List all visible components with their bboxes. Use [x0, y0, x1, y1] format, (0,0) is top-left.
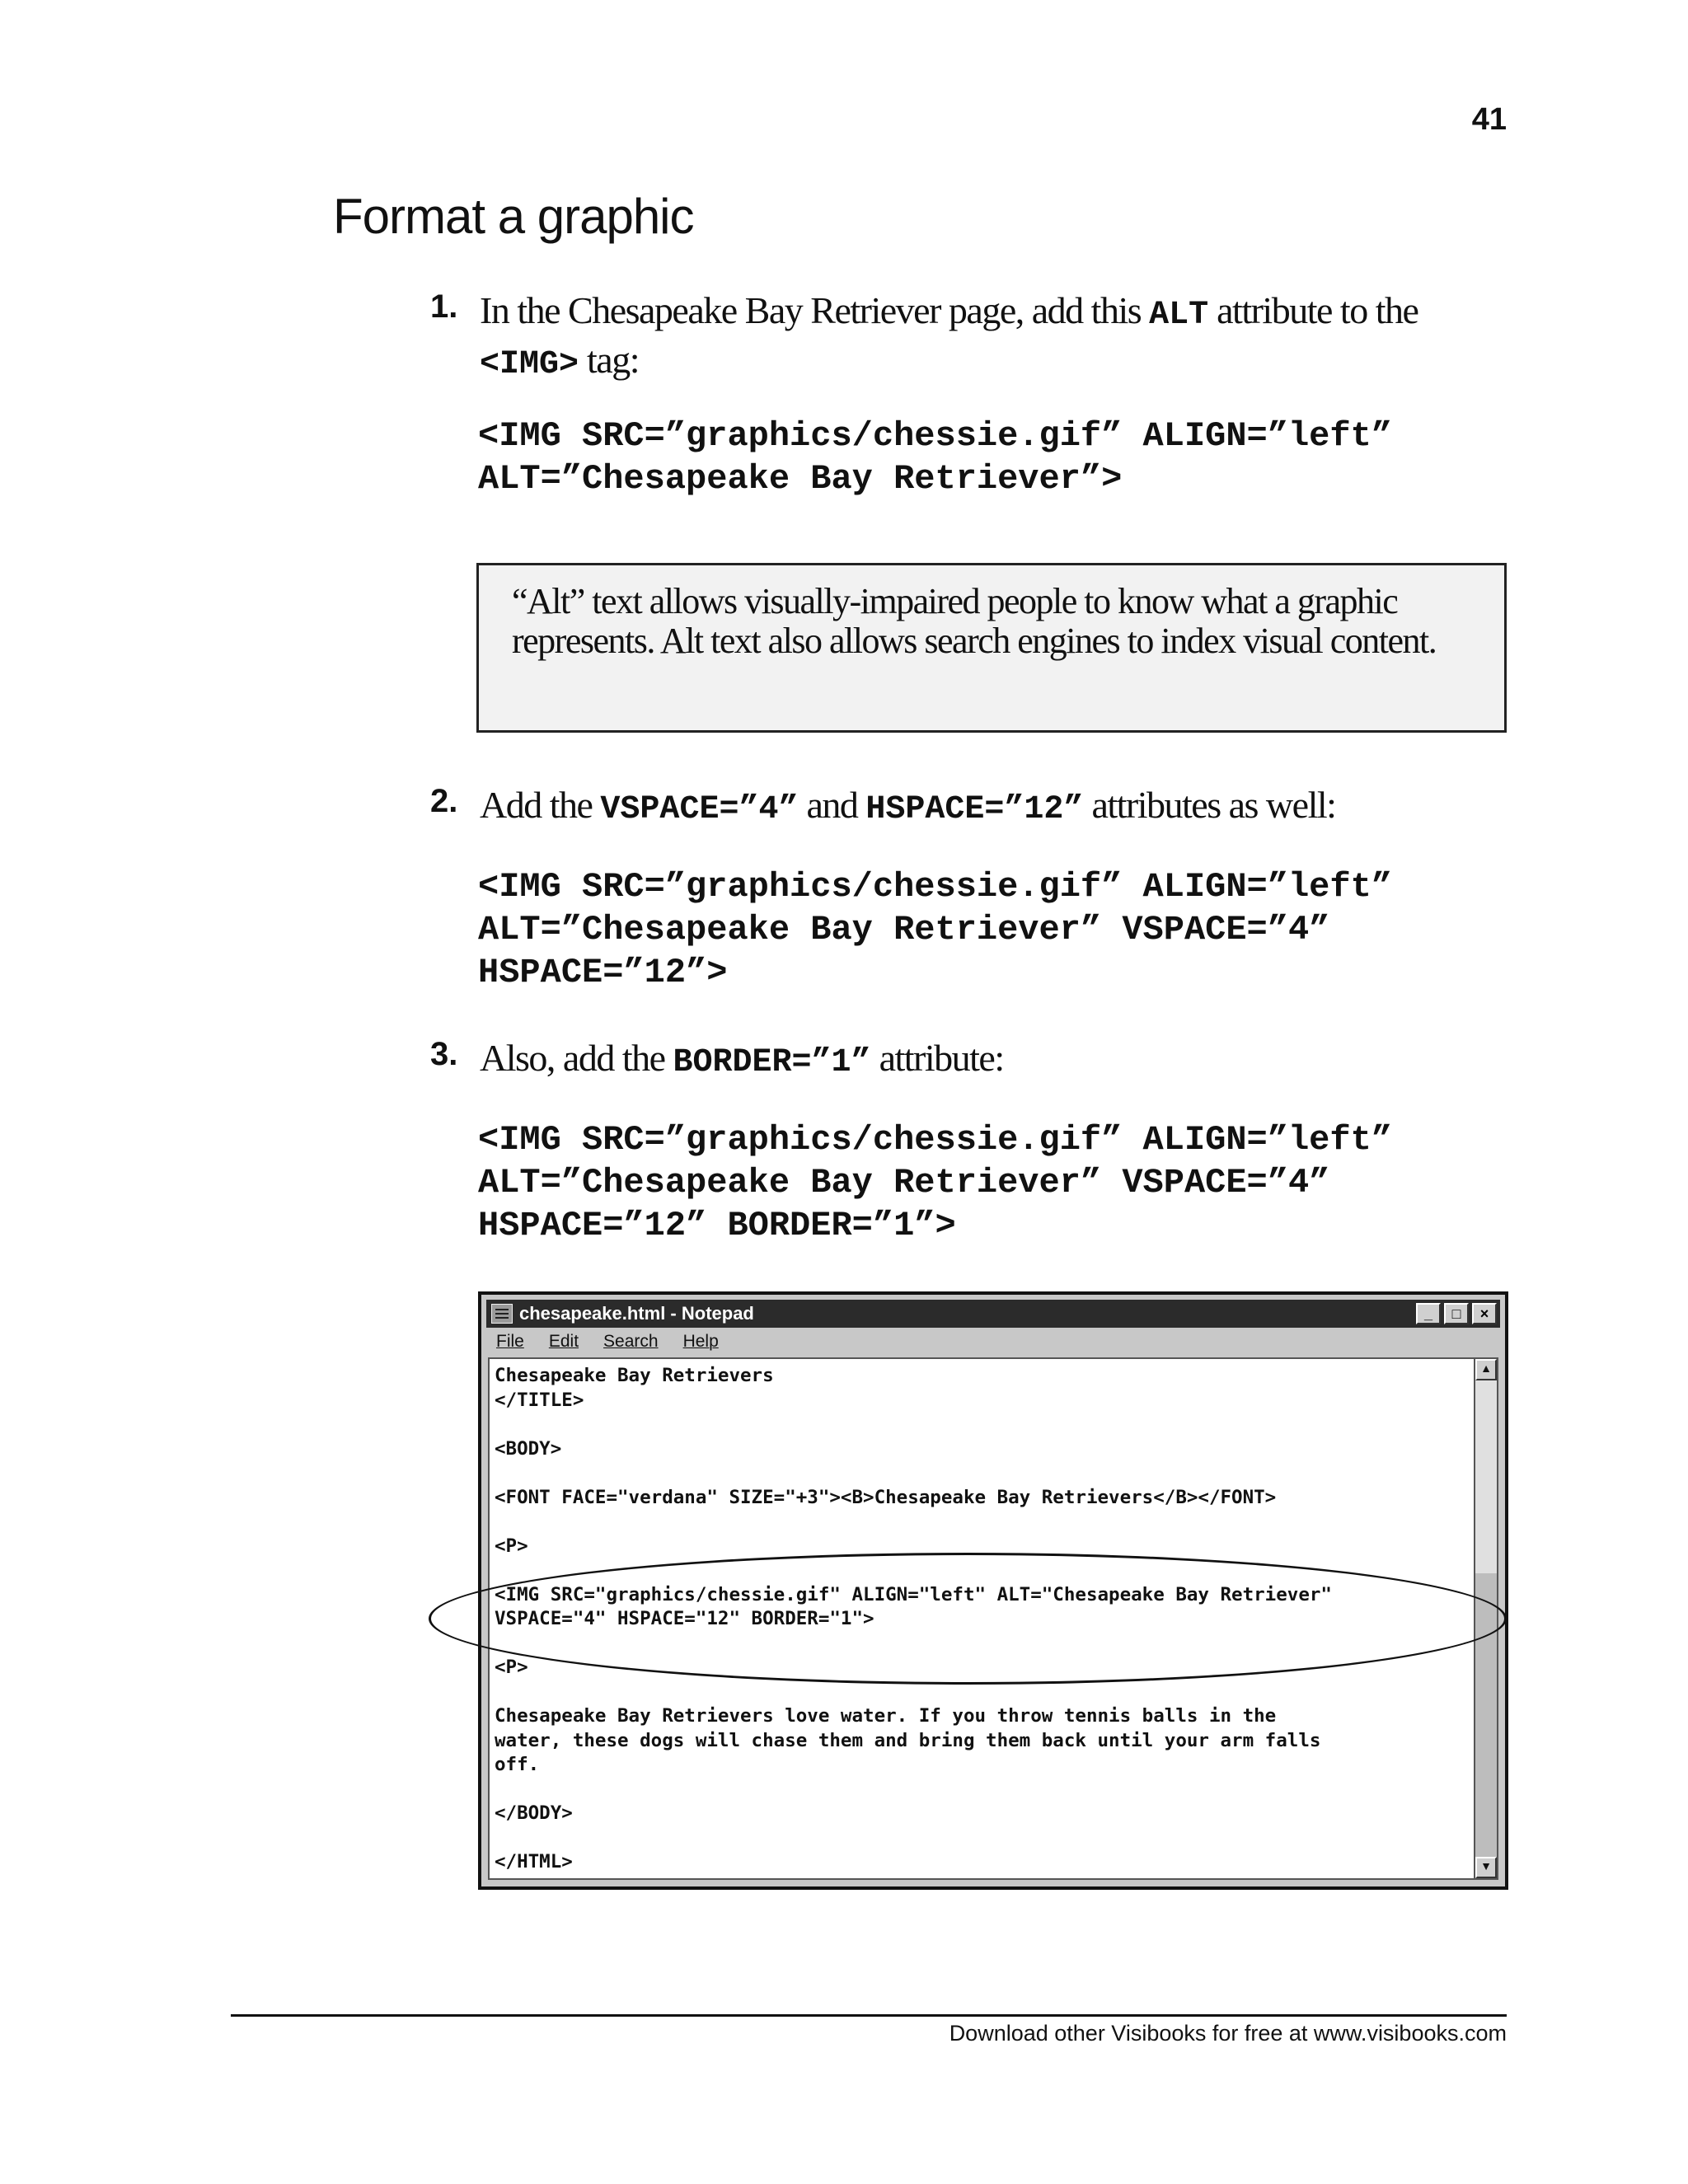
notepad-title-bar[interactable] — [486, 1300, 1500, 1328]
menu-help[interactable]: Help — [682, 1332, 719, 1351]
minimize-button[interactable]: _ — [1416, 1303, 1441, 1324]
code-example: <IMG SRC=”graphics/chessie.gif” ALIGN=”left” ALT=”Chesapeake Bay Retriever” VSPACE=”4” HSPACE=”12” BORDER=”1”> — [478, 1120, 1392, 1245]
code-example: <IMG SRC=”graphics/chessie.gif” ALIGN=”left” ALT=”Chesapeake Bay Retriever”> — [478, 416, 1392, 499]
footer-text: Download other Visibooks for free at www.visibooks.com — [949, 2021, 1507, 2046]
notepad-icon — [491, 1304, 513, 1324]
menu-edit[interactable]: Edit — [548, 1332, 579, 1351]
inline-code: VSPACE=”4” — [600, 791, 799, 828]
step-number: 2. — [430, 783, 458, 819]
window-title: chesapeake.html - Notepad — [519, 1303, 754, 1324]
note-box — [476, 563, 1507, 733]
editor-content: Chesapeake Bay Retrievers </TITLE> <BODY> <FONT FACE="verdana" SIZE="+3"><B>Chesapeake Bay Retrievers</B></FONT> <P> <IMG SRC="graphics/chessie.gif" ALIGN="left" ALT="Chesapeake Bay Retriever" VSPACE="4" HSPACE="12" BORDER="1"> <P> Chesapeake Bay Retrievers love water. If you throw tennis balls in the water, these dogs will chase them and bring them back until your arm falls off. </BODY> </HTML> — [495, 1365, 1332, 1872]
inline-code: ALT — [1149, 297, 1209, 334]
instruction-text: In the Chesapeake Bay Retriever page, add this — [480, 289, 1150, 331]
instruction-text: Also, add the — [480, 1037, 673, 1079]
instruction-text: and — [798, 784, 866, 826]
instruction-text: attributes as well: — [1083, 784, 1336, 826]
inline-code: HSPACE=”12” — [865, 791, 1084, 828]
section-heading: Format a graphic — [333, 189, 694, 244]
scroll-up-arrow-icon[interactable]: ▲ — [1475, 1359, 1497, 1380]
menu-search[interactable]: Search — [603, 1332, 659, 1351]
instruction-text: attribute: — [870, 1037, 1004, 1079]
highlight-ellipse — [429, 1553, 1507, 1685]
menu-file[interactable]: File — [496, 1332, 524, 1351]
instruction-text: tag: — [579, 339, 640, 381]
inline-code: BORDER=”1” — [673, 1044, 871, 1081]
step-number: 1. — [430, 288, 458, 325]
instruction-text: attribute to the — [1208, 289, 1418, 331]
note-text: “Alt” text allows visually-impaired people to know what a graphic represents. Alt text also allows search engines to index visual content. — [512, 581, 1437, 661]
step-instruction — [480, 783, 1518, 832]
footer-rule — [231, 2014, 1507, 2017]
instruction-text: Add the — [480, 784, 601, 826]
inline-code: <IMG> — [480, 346, 579, 383]
step-instruction — [480, 1036, 1518, 1085]
menu-bar — [486, 1329, 1500, 1354]
step-instruction — [480, 288, 1518, 387]
page-number: 41 — [1471, 102, 1507, 137]
scroll-down-arrow-icon[interactable]: ▼ — [1475, 1857, 1497, 1878]
maximize-button[interactable]: □ — [1444, 1303, 1469, 1324]
step-number: 3. — [430, 1036, 458, 1072]
code-example: <IMG SRC=”graphics/chessie.gif” ALIGN=”left” ALT=”Chesapeake Bay Retriever” VSPACE=”4” HSPACE=”12”> — [478, 867, 1392, 992]
close-button[interactable]: × — [1472, 1303, 1497, 1324]
